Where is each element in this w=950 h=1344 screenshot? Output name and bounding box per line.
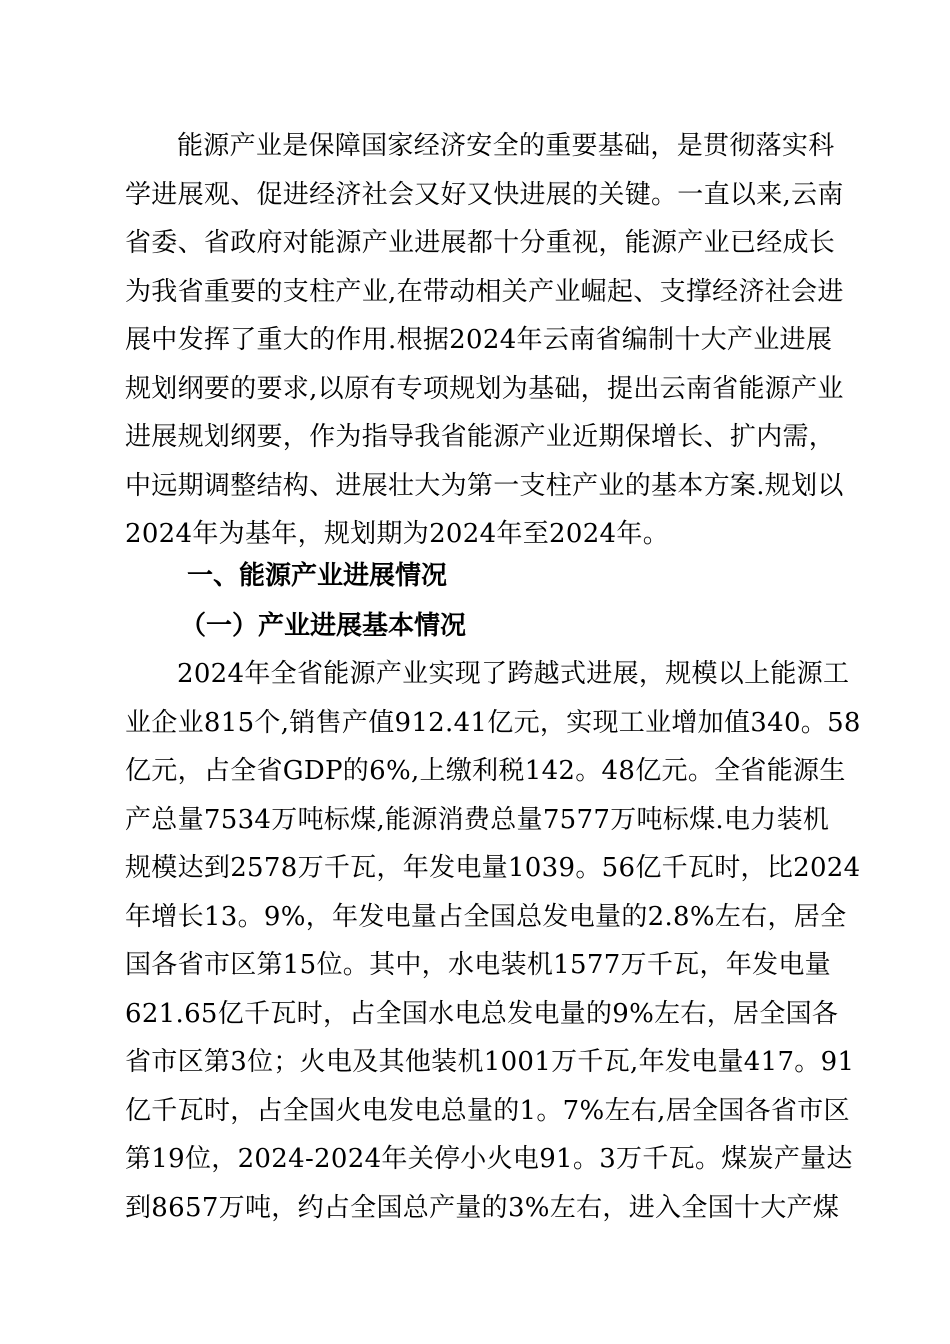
text-line: 进展规划纲要，作为指导我省能源产业近期保增长、扩内需， — [125, 422, 836, 452]
text-line: 中远期调整结构、进展壮大为第一支柱产业的基本方案.规划以 — [125, 470, 844, 501]
text-line: 国各省市区第15位。其中，水电装机1577万千瓦，年发电量 — [125, 950, 831, 980]
text-line: 2024年为基年，规划期为2024年至2024年。 — [125, 519, 670, 549]
text-line: 621.65亿千瓦时，占全国水电总发电量的9%左右，居全国各 — [125, 998, 839, 1029]
text-line: 学进展观、促进经济社会又好又快进展的关键。一直以来,云南 — [125, 179, 844, 210]
text-line: 规划纲要的要求,以原有专项规划为基础，提出云南省能源产业 — [125, 373, 844, 404]
text-line: 亿元，占全省GDP的6%,上缴利税142。48亿元。全省能源生 — [125, 756, 846, 786]
intro-paragraph — [125, 122, 844, 559]
body-paragraph — [125, 650, 861, 1232]
text-line: 产总量7534万吨标煤,能源消费总量7577万吨标煤.电力装机 — [125, 804, 830, 835]
text-line: 业企业815个,销售产值912.41亿元，实现工业增加值340。58 — [125, 707, 861, 738]
text-line: 第19位，2024-2024年关停小火电91。3万千瓦。煤炭产量达 — [125, 1144, 853, 1174]
section-heading: 一、能源产业进展情况 — [187, 561, 448, 591]
text-line: 年增长13。9%，年发电量占全国总发电量的2.8%左右，居全 — [125, 901, 847, 932]
subsection-heading: （一）产业进展基本情况 — [180, 611, 467, 641]
text-line: 为我省重要的支柱产业,在带动相关产业崛起、支撑经济社会进 — [125, 276, 844, 307]
text-line: 2024年全省能源产业实现了跨越式进展，规模以上能源工 — [177, 659, 850, 689]
text-line: 到8657万吨，约占全国总产量的3%左右，进入全国十大产煤 — [125, 1192, 840, 1223]
text-line: 省市区第3位；火电及其他装机1001万千瓦,年发电量417。91 — [125, 1047, 855, 1077]
text-line: 亿千瓦时，占全国火电发电总量的1。7%左右,居全国各省市区 — [125, 1095, 850, 1126]
text-line: 能源产业是保障国家经济安全的重要基础，是贯彻落实科 — [177, 131, 835, 161]
text-line: 省委、省政府对能源产业进展都十分重视，能源产业已经成长 — [125, 228, 836, 258]
text-line: 展中发挥了重大的作用.根据2024年云南省编制十大产业进展 — [125, 325, 833, 355]
text-line: 规模达到2578万千瓦，年发电量1039。56亿千瓦时，比2024 — [125, 853, 861, 883]
